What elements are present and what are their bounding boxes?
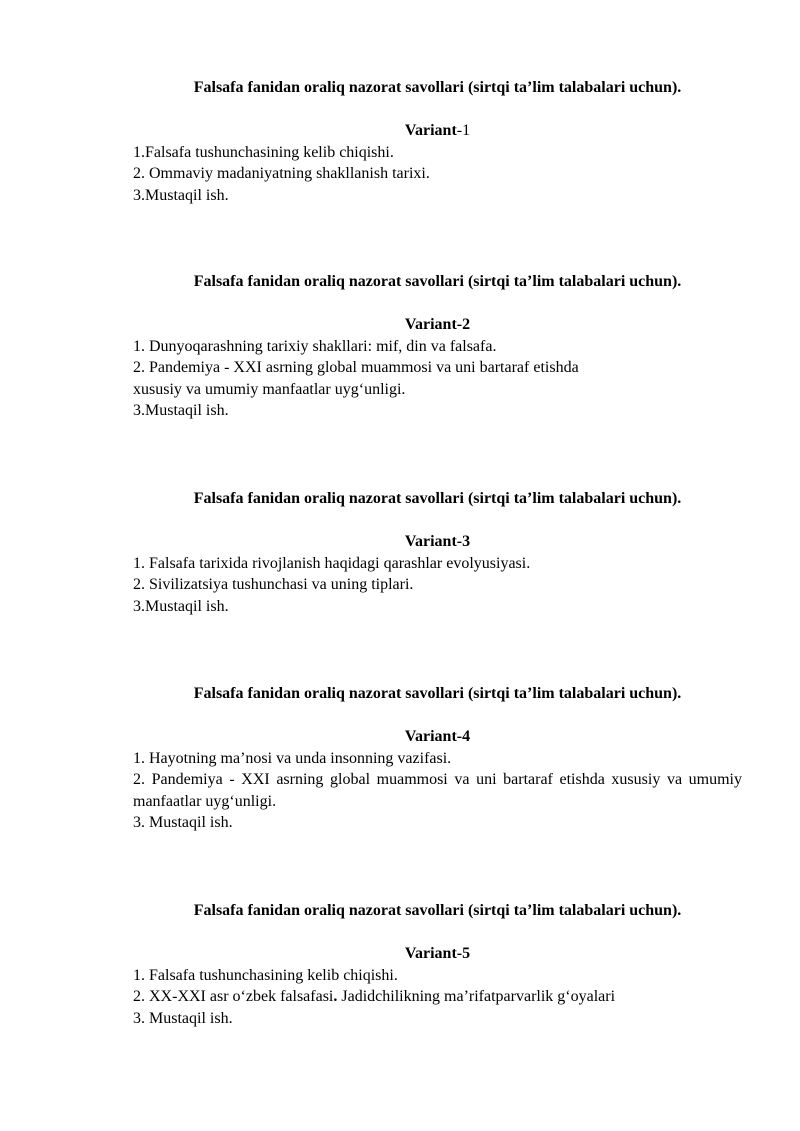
question-item: 1. Dunyoqarashning tarixiy shakllari: mif, din va falsafa. <box>133 337 497 355</box>
question-item: 2. Ommaviy madaniyatning shakllanish tarixi. <box>133 165 430 182</box>
variant-label: Variant-5 <box>404 945 471 962</box>
variant-label: Variant <box>404 122 457 139</box>
variant-label: Variant-4 <box>404 728 471 745</box>
question-item: 3. Mustaqil ish. <box>133 1009 233 1027</box>
variant-heading <box>133 726 742 748</box>
block-title: Falsafa fanidan oraliq nazorat savollari (sirtqi ta’lim talabalari uchun). <box>193 685 682 702</box>
item-text-tail: Jadidchilikning ma’rifatparvarlik g‘oyalari <box>337 988 616 1005</box>
variant-label: Variant-2 <box>404 316 471 333</box>
variant-heading <box>133 531 742 553</box>
block-title: Falsafa fanidan oraliq nazorat savollari (sirtqi ta’lim talabalari uchun). <box>193 79 682 96</box>
block-title: Falsafa fanidan oraliq nazorat savollari (sirtqi ta’lim talabalari uchun). <box>193 490 682 507</box>
question-item <box>133 986 742 1008</box>
variant-block-4 <box>133 683 742 834</box>
variant-heading <box>133 120 742 142</box>
question-item: 1. Hayotning ma’nosi va unda insonning vazifasi. <box>133 749 452 767</box>
question-item: 3.Mustaqil ish. <box>133 402 229 419</box>
question-item: xususiy va umumiy manfaatlar uyg‘unligi. <box>133 380 406 398</box>
item-bold-dot: . <box>333 988 338 1005</box>
variant-block-5 <box>133 900 742 1029</box>
variant-block-1 <box>133 77 742 206</box>
question-item: 3.Mustaqil ish. <box>133 186 229 204</box>
variant-heading <box>133 314 742 336</box>
block-title: Falsafa fanidan oraliq nazorat savollari (sirtqi ta’lim talabalari uchun). <box>193 273 682 290</box>
question-item: 1. Falsafa tarixida rivojlanish haqidagi qarashlar evolyusiyasi. <box>133 554 531 572</box>
variant-label: Variant-3 <box>404 533 471 550</box>
question-item: 3. Mustaqil ish. <box>133 814 233 831</box>
variant-number: -1 <box>456 122 471 139</box>
question-item: 2. Sivilizatsiya tushunchasi va uning tiplari. <box>133 576 414 593</box>
block-title: Falsafa fanidan oraliq nazorat savollari (sirtqi ta’lim talabalari uchun). <box>193 902 682 919</box>
question-item: 2. Pandemiya - XXI asrning global muammosi va uni bartaraf etishda xususiy va umumiy manfaatlar uyg‘unligi. <box>133 771 742 810</box>
question-item: 1. Falsafa tushunchasining kelib chiqishi. <box>133 966 398 984</box>
question-item: 2. Pandemiya - XXI asrning global muammosi va uni bartaraf etishda <box>133 359 579 376</box>
variant-heading <box>133 943 742 965</box>
item-text: 2. XX-XXI asr o‘zbek falsafasi <box>133 988 334 1005</box>
question-item: 1.Falsafa tushunchasining kelib chiqishi. <box>133 143 394 161</box>
variant-block-3 <box>133 488 742 617</box>
question-item: 3.Mustaqil ish. <box>133 597 229 615</box>
variant-block-2 <box>133 271 742 422</box>
